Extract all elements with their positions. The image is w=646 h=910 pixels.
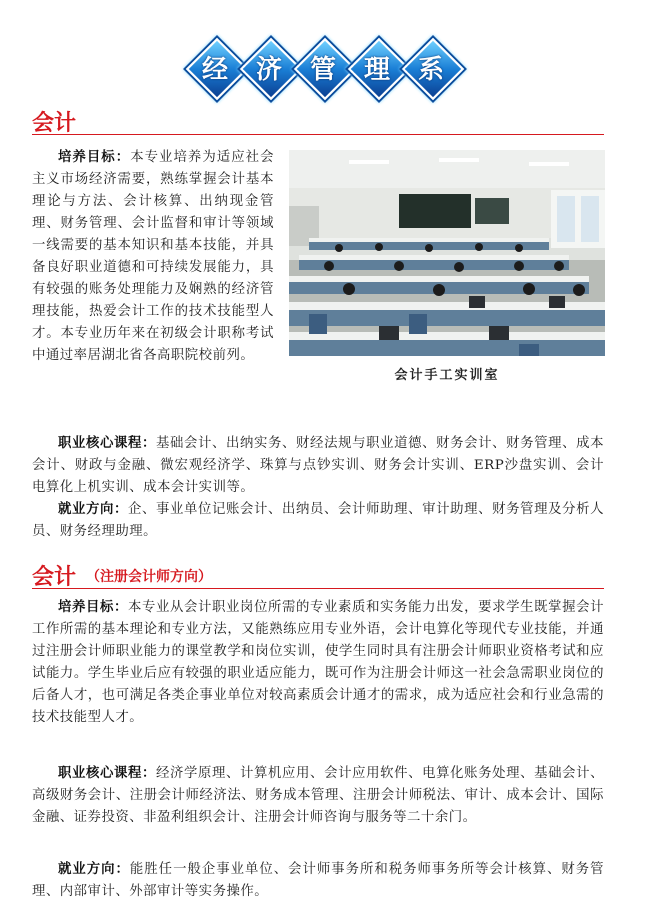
department-banner [188,34,460,100]
section2-career-text: 能胜任一般企事业单位、会计师事务所和税务师事务所等会计核算、财务管理、内部审计、外部审计等实务操作。 [32,862,605,899]
section2-courses-text: 经济学原理、计算机应用、会计应用软件、电算化账务处理、基础会计、高级财务会计、注册会计师经济法、财务成本管理、注册会计师税法、审计、成本会计、国际金融、证券投资、非盈利组织会计、注册会计师咨询与服务等二十余门。 [32,766,605,825]
section1-courses-label: 职业核心课程： [58,435,157,451]
section2-courses [32,762,604,829]
section1-goal [32,146,274,367]
section1-career-label: 就业方向： [58,501,129,517]
section2-goal [32,596,604,729]
section1-title: 会计 [32,111,77,136]
section1-career-text: 企、事业单位记账会计、出纳员、会计师助理、审计助理、财务管理及分析人员、财务经理助理。 [32,502,604,539]
banner-char-5: 系 [404,40,458,94]
section2-divider [32,588,604,589]
section2-title: 会计 （注册会计师方向） [32,565,213,590]
training-room-photo [289,150,605,356]
section2-career [32,858,604,903]
section1-courses [32,432,604,499]
photo-caption: 会计手工实训室 [394,368,500,383]
section1-career [32,498,604,543]
banner-char-4: 理 [350,40,404,94]
section1-divider [32,134,604,135]
banner-char-1: 经 [188,40,242,94]
section1-goal-text: 本专业培养为适应社会主义市场经济需要，熟练掌握会计基本理论与方法、会计核算、出纳现金管理、财务管理、会计监督和审计等领域一线需要的基本知识和基本技能，并具备良好职业道德和可持续发展能力，具有较强的账务处理能力及娴熟的经济管理技能，热爱会计工作的技术技能型人才。本专业历年来在初级会计职称考试中通过率居湖北省各高职院校前列。 [32,150,275,363]
section2-goal-text: 本专业从会计职业岗位所需的专业素质和实务能力出发，要求学生既掌握会计工作所需的基本理论和专业方法，又能熟练应用专业外语，会计电算化等现代专业技能，并通过注册会计师职业能力的课堂教学和岗位实训，使学生同时具有注册会计师职业资格考试和应试能力。学生毕业后应有较强的职业适应能力，既可作为注册会计师这一社会急需职业岗位的后备人才，也可满足各类企事业单位对较高素质会计通才的需求，成为适应社会和行业急需的技术技能型人才。 [32,600,604,725]
section2-career-label: 就业方向： [58,861,130,877]
section1-courses-text: 基础会计、出纳实务、财经法规与职业道德、财务会计、财务管理、成本会计、财政与金融、微宏观经济学、珠算与点钞实训、财务会计实训、ERP沙盘实训、会计电算化上机实训、成本会计实训等。 [32,436,605,495]
section2-subtitle: （注册会计师方向） [86,569,213,585]
section1-goal-label: 培养目标： [58,149,131,165]
section2-courses-label: 职业核心课程： [58,765,157,781]
banner-char-3: 管 [296,40,350,94]
banner-char-2: 济 [242,40,296,94]
section2-goal-label: 培养目标： [58,599,129,615]
